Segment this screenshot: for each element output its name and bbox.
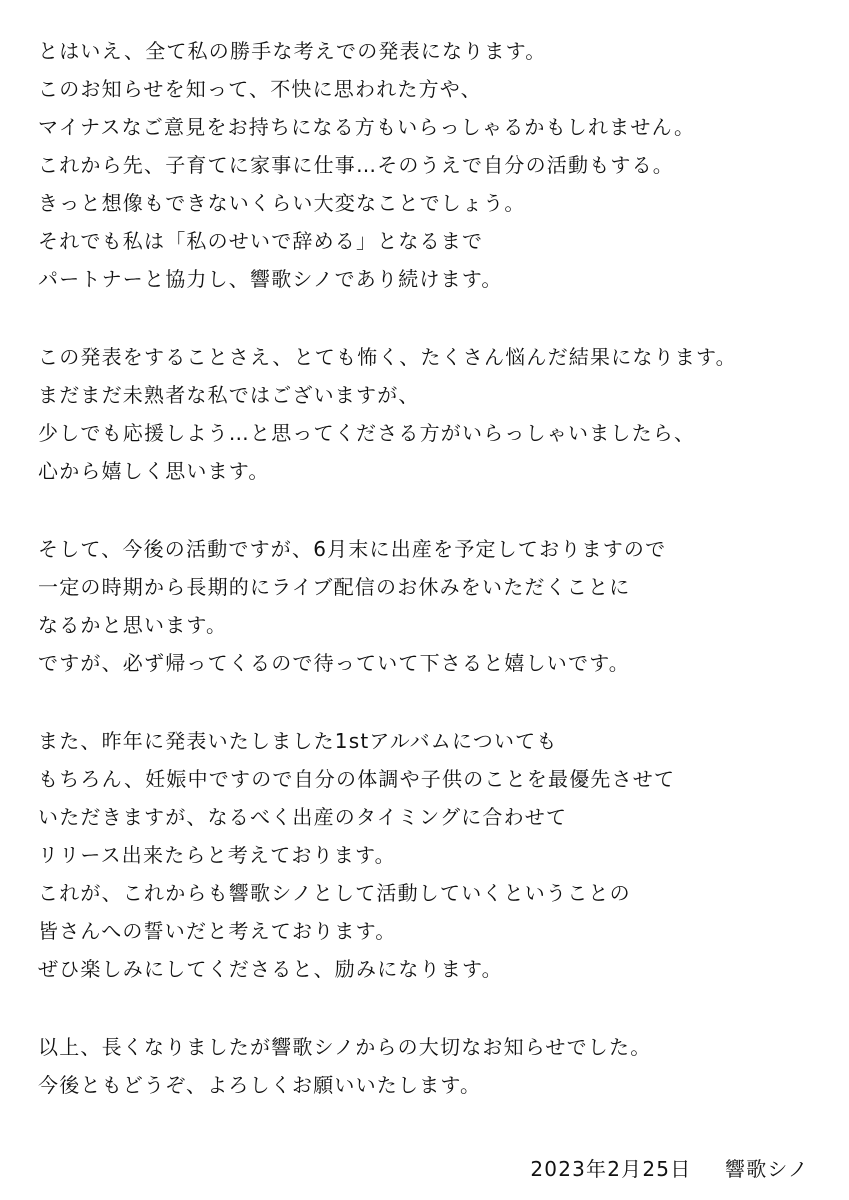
text-line: なるかと思います。 bbox=[38, 613, 228, 637]
text-line: これから先、子育てに家事に仕事…そのうえで自分の活動もする。 bbox=[38, 153, 674, 177]
announcement-body bbox=[38, 32, 828, 1144]
text-line: 一定の時期から長期的にライブ配信のお休みをいただくことに bbox=[38, 575, 631, 599]
paragraph-5 bbox=[38, 1028, 828, 1104]
signature bbox=[530, 1150, 809, 1188]
text-line: また、昨年に発表いたしました1stアルバムについても bbox=[38, 729, 558, 753]
text-line: 心から嬉しく思います。 bbox=[38, 459, 270, 483]
text-line: 少しでも応援しよう…と思ってくださる方がいらっしゃいましたら、 bbox=[38, 421, 696, 445]
paragraph-3 bbox=[38, 530, 828, 682]
paragraph-1 bbox=[38, 32, 828, 298]
signature-name: 響歌シノ bbox=[725, 1157, 809, 1181]
text-line: 皆さんへの誓いだと考えております。 bbox=[38, 919, 397, 943]
text-line: いただきますが、なるべく出産のタイミングに合わせて bbox=[38, 805, 568, 829]
text-line: この発表をすることさえ、とても怖く、たくさん悩んだ結果になります。 bbox=[38, 345, 737, 369]
text-line: それでも私は「私のせいで辞める」となるまで bbox=[38, 229, 484, 253]
text-line: 今後ともどうぞ、よろしくお願いいたします。 bbox=[38, 1073, 482, 1097]
text-line: パートナーと協力し、響歌シノであり続けます。 bbox=[38, 267, 503, 291]
text-line: とはいえ、全て私の勝手な考えでの発表になります。 bbox=[38, 39, 547, 63]
text-line: ですが、必ず帰ってくるので待っていて下さると嬉しいです。 bbox=[38, 651, 630, 675]
paragraph-2 bbox=[38, 338, 828, 490]
text-line: そして、今後の活動ですが、6月末に出産を予定しておりますので bbox=[38, 537, 667, 561]
text-line: まだまだ未熟者な私ではございますが、 bbox=[38, 383, 420, 407]
text-line: きっと想像もできないくらい大変なことでしょう。 bbox=[38, 191, 526, 215]
text-line: ぜひ楽しみにしてくださると、励みになります。 bbox=[38, 957, 503, 981]
text-line: もちろん、妊娠中ですので自分の体調や子供のことを最優先させて bbox=[38, 767, 676, 791]
text-line: リリース出来たらと考えております。 bbox=[38, 843, 396, 867]
text-line: 以上、長くなりましたが響歌シノからの大切なお知らせでした。 bbox=[38, 1035, 652, 1059]
paragraph-4 bbox=[38, 722, 828, 988]
text-line: これが、これからも響歌シノとして活動していくということの bbox=[38, 881, 631, 905]
signature-date: 2023年2月25日 bbox=[530, 1157, 692, 1181]
text-line: マイナスなご意見をお持ちになる方もいらっしゃるかもしれません。 bbox=[38, 115, 696, 139]
text-line: このお知らせを知って、不快に思われた方や、 bbox=[38, 77, 482, 101]
